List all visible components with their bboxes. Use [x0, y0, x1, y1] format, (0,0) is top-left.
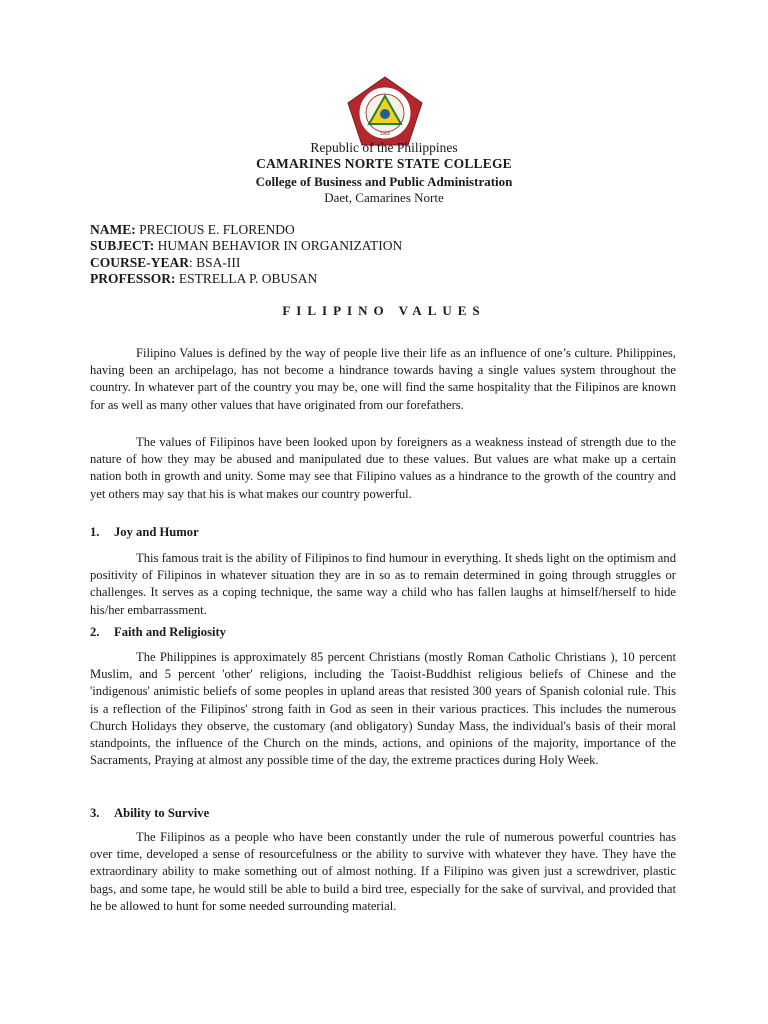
section-heading: [90, 525, 199, 540]
section-title: Joy and Humor: [114, 525, 199, 539]
name-label: NAME:: [90, 222, 136, 237]
college-location: Daet, Camarines Norte: [324, 190, 444, 205]
intro-paragraph: Filipino Values is defined by the way of people live their life as an influence of one’s culture. Philippines, having been an archipelago, has not become a hindrance towards having a single values system throughout the country. In whatever part of the country you may be, one will find the same hospitality that the Filipinos are known for as well as many other values that have originated from our forefathers.: [90, 346, 676, 412]
course-year-value: : BSA-III: [189, 255, 241, 270]
course-year-line: [90, 255, 240, 271]
intro-paragraph: The values of Filipinos have been looked upon by foreigners as a weakness instead of strength due to the nature of how they may be abused and manipulated due to these values. But values are what make up a certain nation both in growth and unity. Some may see that Filipino values as a hindrance to the growth of the country and yet others may say that his is what makes our country powerful.: [90, 435, 676, 501]
section-heading: [90, 806, 209, 821]
name-value: PRECIOUS E. FLORENDO: [139, 222, 295, 237]
section-number: 1.: [90, 525, 100, 539]
course-year-label: COURSE-YEAR: [90, 255, 190, 270]
college-seal-logo: [346, 75, 424, 147]
professor-line: [90, 271, 317, 287]
name-line: [90, 222, 295, 238]
subject-value: HUMAN BEHAVIOR IN ORGANIZATION: [157, 238, 403, 253]
section-number: 2.: [90, 625, 100, 639]
document-title: FILIPINO VALUES: [282, 303, 486, 318]
section-body: This famous trait is the ability of Filipinos to find humour in everything. It sheds light on the optimism and positivity of Filipinos in whatever situation they are in so as to remain determined in going through struggles or challenges. It serves as a coping technique, the same way a child who has fallen laughs at himself/herself to hide his/her embarrassment.: [90, 551, 676, 617]
department-name: College of Business and Public Administration: [255, 174, 513, 189]
section-body: The Philippines is approximately 85 percent Christians (mostly Roman Catholic Christians ), 10 percent Muslim, and 5 percent 'other' religions, including the Taoist-Buddhist religious beliefs of Chinese and the 'indigenous' animistic beliefs of some peoples in upland areas that resisted 300 years of Spanish colonial rule. This is a reflection of the Filipinos' strong faith in God as seen in their various practices. This includes the numerous Church Holidays they observe, the customary (and obligatory) Sunday Mass, the individual's basis of their moral standpoints, the influence of the Church on the minds, actions, and opinions of the majority, importance of the Sacraments, Praying at almost any possible time of the day, the extreme practices during Holy Week.: [90, 650, 676, 768]
section-heading: [90, 625, 226, 640]
subject-label: SUBJECT:: [90, 238, 155, 253]
section-title: Faith and Religiosity: [114, 625, 226, 639]
svg-text:1992: 1992: [379, 131, 391, 136]
section-number: 3.: [90, 806, 100, 820]
section-title: Ability to Survive: [114, 806, 210, 820]
republic-line: Republic of the Philippines: [310, 140, 458, 155]
college-name: CAMARINES NORTE STATE COLLEGE: [256, 156, 512, 171]
professor-label: PROFESSOR:: [90, 271, 176, 286]
section-body: The Filipinos as a people who have been constantly under the rule of numerous powerful countries has over time, developed a sense of resourcefulness or the ability to survive with whatever they have. They have the extraordinary ability to make something out of almost nothing. If a Filipino was given just a screwdriver, plastic bags, and some tape, he would still be able to build a bird tree, especially for the sake of survival, and provided that he be allowed to hunt for some needed surrounding material.: [90, 830, 676, 913]
subject-line: [90, 238, 402, 254]
professor-value: ESTRELLA P. OBUSAN: [178, 271, 318, 286]
